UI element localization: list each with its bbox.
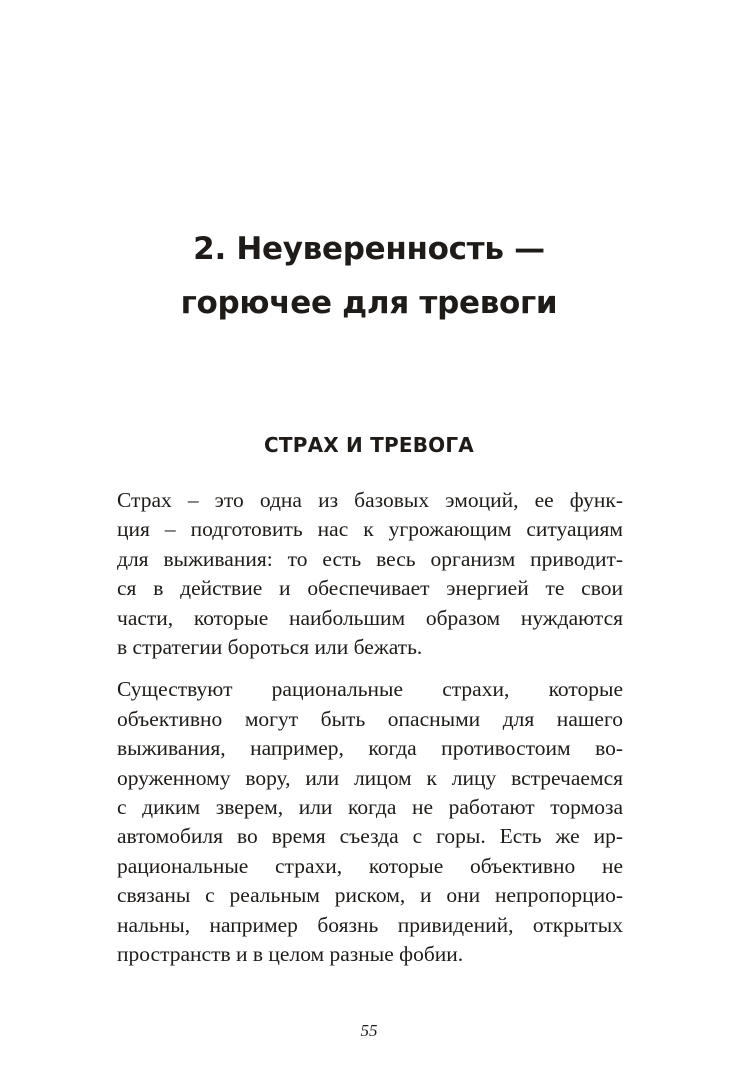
paragraph-line: ся в действие и обеспечивает энергией те свои — [117, 576, 623, 601]
page-number: 55 — [360, 1021, 378, 1040]
paragraph-line: автомобиля во время съезда с горы. Есть же ир- — [117, 824, 623, 849]
paragraph-line: с диким зверем, или когда не работают тормоза — [117, 795, 623, 820]
paragraph-line: Существуют рациональные страхи, которые — [117, 677, 623, 702]
paragraph-1 — [117, 486, 623, 662]
paragraph-line: Страх – это одна из базовых эмоций, ее функ- — [117, 488, 623, 512]
paragraph-line: рациональные страхи, которые объективно не — [117, 853, 623, 878]
paragraph-line: выживания, например, когда противостоим во- — [117, 736, 623, 761]
paragraph-line: объективно могут быть опасными для нашего — [117, 706, 623, 731]
paragraph-line: части, которые наибольшим образом нуждаются — [117, 605, 623, 630]
paragraph-line: нальны, например боязнь привидений, открытых — [117, 912, 623, 937]
paragraph-line: ция – подготовить нас к угрожающим ситуациям — [117, 517, 623, 542]
chapter-title-line-2: горючее для тревоги — [180, 285, 558, 321]
paragraph-line: пространств и в целом разные фобии. — [117, 942, 464, 967]
paragraph-line: оруженному вору, или лицом к лицу встречаемся — [117, 765, 623, 790]
chapter-title-line-1: 2. Неуверенность — — [193, 231, 545, 267]
paragraph-line: в стратегии бороться или бежать. — [117, 635, 423, 660]
body-text — [117, 486, 623, 970]
paragraph-2 — [117, 675, 623, 969]
paragraph-line: для выживания: то есть весь организм приводит- — [117, 546, 623, 571]
paragraph-line: связаны с реальным риском, и они непропорцио- — [117, 883, 623, 908]
chapter-title — [60, 222, 678, 330]
section-heading: СТРАХ И ТРЕВОГА — [264, 433, 474, 457]
